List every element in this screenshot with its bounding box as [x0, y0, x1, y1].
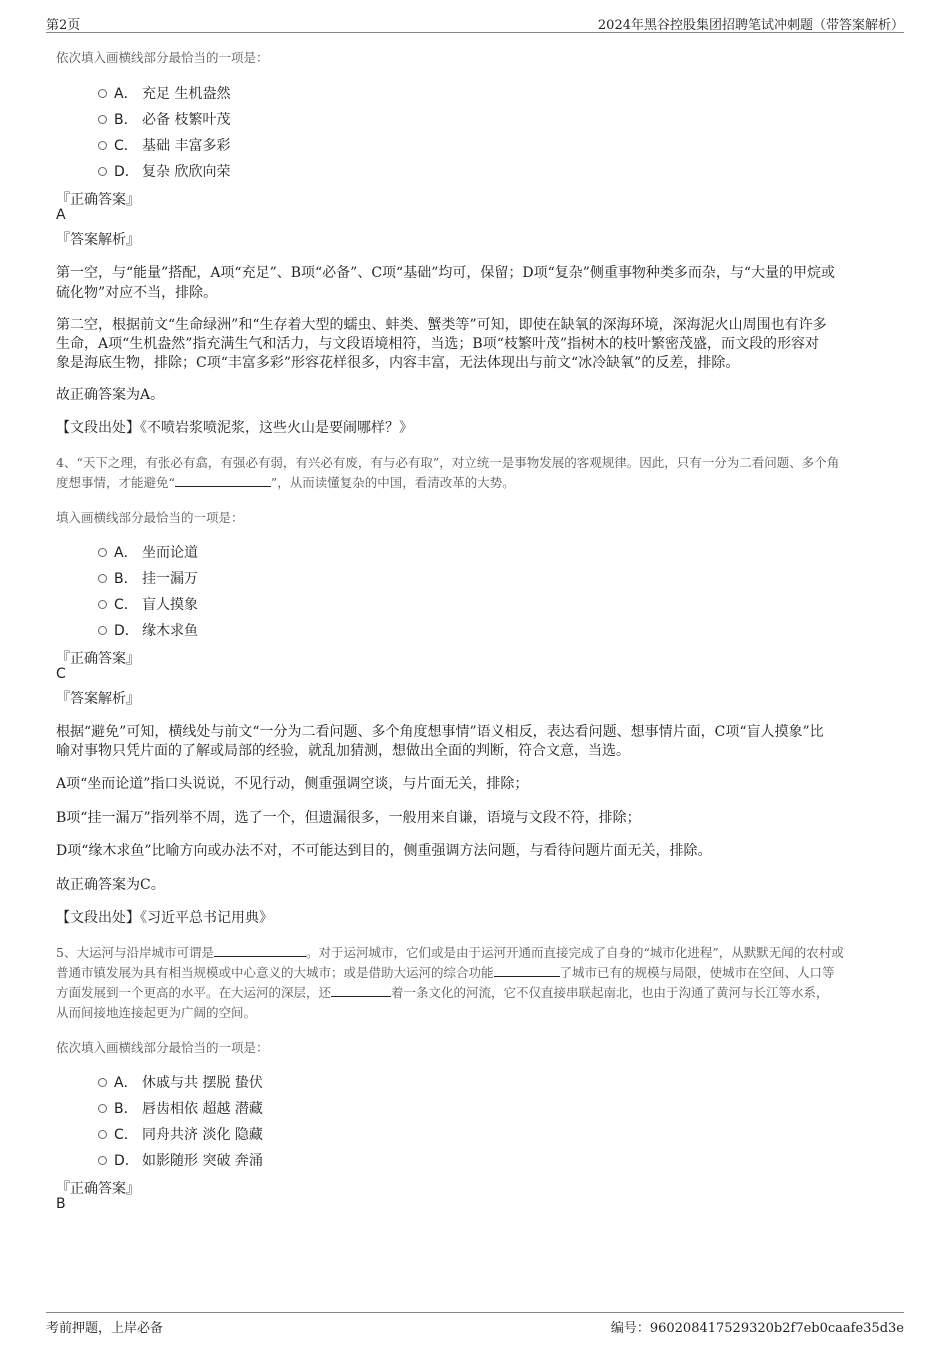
page-header	[46, 14, 904, 33]
q4-option-c[interactable]: C． 盲人摸象	[98, 594, 198, 614]
q5-stem-line4: 从而间接地连接起更为广阔的空间。	[56, 1005, 257, 1020]
q3-analysis-p2-l2: 生命，A项“生机盎然”指充满生气和活力，与文段语境相符，当选；B项“枝繁叶茂”指树木的枝叶繁密茂盛，而文段的形容对	[56, 336, 820, 352]
q4-analysis-p1-l2: 喻对事物只凭片面的了解或局部的经验，就乱加猜测，想做出全面的判断，符合文意，当选。	[56, 743, 630, 759]
q3-prompt: 依次填入画横线部分最恰当的一项是：	[56, 50, 269, 65]
q3-answer: A	[56, 207, 66, 223]
radio-icon[interactable]	[98, 548, 107, 557]
radio-icon[interactable]	[98, 167, 107, 176]
page-number: 第2页	[46, 18, 81, 33]
q5-option-b[interactable]: B． 唇齿相依 超越 潜藏	[98, 1098, 263, 1118]
q3-source: 【文段出处】《不喷岩浆喷泥浆，这些火山是要闹哪样？》	[56, 420, 413, 436]
q4-prompt: 填入画横线部分最恰当的一项是：	[56, 510, 244, 525]
radio-icon[interactable]	[98, 1078, 107, 1087]
q4-analysis-p2: A项“坐而论道”指口头说说，不见行动，侧重强调空谈，与片面无关，排除；	[56, 776, 529, 792]
q5-option-c[interactable]: C． 同舟共济 淡化 隐藏	[98, 1124, 263, 1144]
radio-icon[interactable]	[98, 626, 107, 635]
answer-blank	[331, 985, 391, 997]
radio-icon[interactable]	[98, 89, 107, 98]
q4-source: 【文段出处】《习近平总书记用典》	[56, 910, 273, 926]
radio-icon[interactable]	[98, 1104, 107, 1113]
q4-option-d[interactable]: D． 缘木求鱼	[98, 620, 198, 640]
q5-stem-line2: 普通市镇发展为具有相当规模或中心意义的大城市；或是借助大运河的综合功能 了城市已有的规模与局限，使城市在空间、人口等	[56, 965, 835, 980]
q3-conclusion: 故正确答案为A。	[56, 387, 165, 403]
q5-answer: B	[56, 1196, 66, 1212]
q5-option-d[interactable]: D． 如影随形 突破 奔涌	[98, 1150, 263, 1170]
q3-option-b[interactable]: B． 必备 枝繁叶茂	[98, 109, 230, 129]
q5-option-a[interactable]: A． 休戚与共 摆脱 蛰伏	[98, 1072, 263, 1092]
radio-icon[interactable]	[98, 600, 107, 609]
q3-analysis-p2-l1: 第二空，根据前文“生命绿洲”和“生存着大型的蠕虫、蚌类、蟹类等”可知，即使在缺氧的深海环境，深海泥火山周围也有许多	[56, 317, 827, 333]
q5-answer-label: 『正确答案』	[56, 1181, 140, 1197]
radio-icon[interactable]	[98, 141, 107, 150]
q5-stem-line1: 5、大运河与沿岸城市可谓是 。对于运河城市，它们或是由于运河开通而直接完成了自身的“城市化进程”，从默默无闻的农村或	[56, 945, 844, 960]
q4-stem-line1: 4、“天下之理，有张必有翕，有强必有弱，有兴必有废，有与必有取”，对立统一是事物发展的客观规律。因此，只有一分为二看问题、多个角	[56, 455, 840, 470]
q3-analysis-p1-l2: 硫化物”对应不当，排除。	[56, 285, 218, 301]
q5-stem-line3: 方面发展到一个更高的水平。在大运河的深层，还 着一条文化的河流，它不仅直接串联起南北，也由于沟通了黄河与长江等水系，	[56, 985, 829, 1000]
radio-icon[interactable]	[98, 1130, 107, 1139]
page-footer	[46, 1312, 904, 1336]
q3-option-d[interactable]: D． 复杂 欣欣向荣	[98, 161, 230, 181]
document-title: 2024年黑谷控股集团招聘笔试冲刺题（带答案解析）	[597, 18, 904, 33]
q4-analysis-label: 『答案解析』	[56, 691, 140, 707]
q4-analysis-p3: B项“挂一漏万”指列举不周，选了一个，但遗漏很多，一般用来自谦，语境与文段不符，排除；	[56, 810, 641, 826]
q4-answer: C	[56, 666, 66, 682]
answer-blank	[175, 475, 271, 487]
radio-icon[interactable]	[98, 574, 107, 583]
q3-option-a[interactable]: A． 充足 生机盎然	[98, 83, 230, 103]
q4-analysis-p1-l1: 根据“避免”可知，横线处与前文“一分为二看问题、多个角度想事情”语义相反，表达看问题、想事情片面，C项“盲人摸象”比	[56, 724, 824, 740]
radio-icon[interactable]	[98, 115, 107, 124]
q3-analysis-p1-l1: 第一空，与“能量”搭配，A项“充足”、B项“必备”、C项“基础”均可，保留；D项“复杂”侧重事物种类多而杂，与“大量的甲烷或	[56, 265, 836, 281]
q4-option-a[interactable]: A． 坐而论道	[98, 542, 198, 562]
q4-conclusion: 故正确答案为C。	[56, 877, 165, 893]
q4-answer-label: 『正确答案』	[56, 651, 140, 667]
q3-analysis-label: 『答案解析』	[56, 232, 140, 248]
answer-blank	[214, 945, 306, 957]
answer-blank	[494, 965, 560, 977]
q4-analysis-p4: D项“缘木求鱼”比喻方向或办法不对，不可能达到目的，侧重强调方法问题，与看待问题片面无关，排除。	[56, 843, 712, 859]
document-code: 编号：960208417529320b2f7eb0caafe35d3e	[610, 1321, 904, 1336]
q4-option-b[interactable]: B． 挂一漏万	[98, 568, 198, 588]
q5-prompt: 依次填入画横线部分最恰当的一项是：	[56, 1040, 269, 1055]
q3-answer-label: 『正确答案』	[56, 192, 140, 208]
q4-stem-line2: 度想事情，才能避免“ ”，从而读懂复杂的中国，看清改革的大势。	[56, 475, 515, 490]
radio-icon[interactable]	[98, 1156, 107, 1165]
footer-slogan: 考前押题，上岸必备	[46, 1321, 164, 1336]
q3-option-c[interactable]: C． 基础 丰富多彩	[98, 135, 230, 155]
q3-analysis-p2-l3: 象是海底生物，排除；C项“丰富多彩”形容花样很多，内容丰富，无法体现出与前文“冰冷缺氧”的反差，排除。	[56, 355, 740, 371]
